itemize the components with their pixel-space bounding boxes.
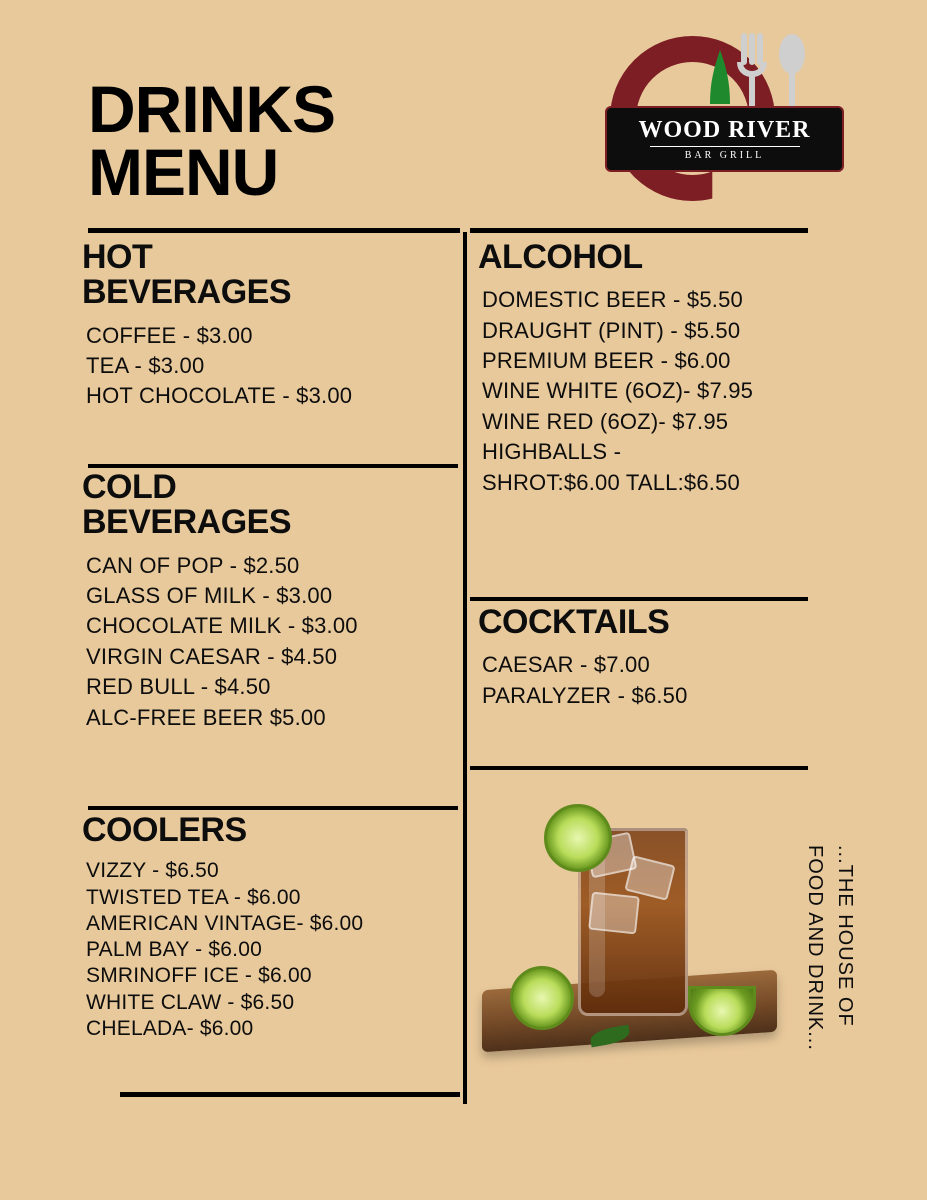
divider-vertical: [463, 232, 467, 1104]
logo-nameplate: [605, 106, 844, 172]
menu-item: TEA - $3.00: [86, 353, 205, 379]
section-heading: [478, 240, 848, 275]
menu-item: VIRGIN CAESAR - $4.50: [86, 643, 338, 669]
menu-item: WINE WHITE (6OZ)- $7.95: [482, 378, 754, 404]
section-heading-line-2: BEVERAGES: [82, 503, 291, 542]
menu-item: SHROT:$6.00 TALL:$6.50: [482, 469, 740, 495]
section-heading-line-1: HOT: [82, 238, 153, 276]
menu-item: CAN OF POP - $2.50: [86, 552, 300, 578]
divider-left-bottom: [120, 1092, 460, 1097]
menu-item: GLASS OF MILK - $3.00: [86, 583, 333, 609]
menu-item: HOT CHOCOLATE - $3.00: [86, 383, 353, 409]
section-hot-beverages: [82, 240, 457, 412]
menu-item: HIGHBALLS -: [482, 439, 622, 465]
menu-item: AMERICAN VINTAGE- $6.00: [86, 911, 364, 935]
page-title: [88, 72, 508, 209]
divider-cold-coolers: [88, 806, 458, 810]
tagline-line-2: FOOD AND DRINK...: [804, 845, 826, 1051]
menu-item: PARALYZER - $6.50: [482, 682, 688, 708]
menu-item: ALC-FREE BEER $5.00: [86, 704, 326, 730]
ice-cube-icon: [588, 892, 640, 935]
section-cold-beverages: [82, 470, 457, 733]
section-items: [482, 285, 848, 498]
section-heading-line-1: ALCOHOL: [478, 238, 643, 276]
section-items: [86, 858, 457, 1042]
menu-item: WINE RED (6OZ)- $7.95: [482, 408, 729, 434]
section-heading: [82, 240, 457, 311]
section-heading-line-1: COLD: [82, 468, 177, 506]
divider-left-top: [88, 228, 460, 233]
divider-right-top: [470, 228, 808, 233]
drink-photo: [470, 790, 790, 1080]
menu-item: VIZZY - $6.50: [86, 859, 219, 883]
section-coolers: [82, 813, 457, 1042]
section-items: [86, 321, 457, 412]
section-heading: [478, 605, 818, 640]
menu-item: CAESAR - $7.00: [482, 652, 650, 678]
menu-item: CHELADA- $6.00: [86, 1016, 254, 1040]
menu-item: PREMIUM BEER - $6.00: [482, 348, 731, 374]
section-alcohol: [478, 240, 848, 498]
menu-item: DRAUGHT (PINT) - $5.50: [482, 317, 741, 343]
divider-cocktails-bottom: [470, 766, 808, 770]
section-cocktails: [478, 605, 818, 711]
menu-item: DOMESTIC BEER - $5.50: [482, 287, 743, 313]
title-line-1: DRINKS: [88, 72, 336, 146]
menu-item: RED BULL - $4.50: [86, 674, 271, 700]
menu-item: PALM BAY - $6.00: [86, 938, 262, 962]
section-heading-line-2: BEVERAGES: [82, 273, 291, 312]
lime-slice-garnish-icon: [544, 804, 612, 872]
section-heading-line-1: COOLERS: [82, 811, 247, 849]
title-line-2: MENU: [88, 134, 279, 209]
tagline-line-1: ...THE HOUSE OF: [834, 845, 856, 1027]
section-heading: [82, 813, 457, 848]
section-heading-line-1: COCKTAILS: [478, 603, 670, 641]
menu-item: COFFEE - $3.00: [86, 322, 253, 348]
menu-item: WHITE CLAW - $6.50: [86, 990, 295, 1014]
tagline: [800, 845, 860, 1051]
menu-item: SMRINOFF ICE - $6.00: [86, 964, 312, 988]
section-items: [482, 650, 818, 711]
wood-river-logo: [590, 18, 850, 213]
utensils-icon: [700, 32, 820, 112]
menu-item: CHOCOLATE MILK - $3.00: [86, 613, 358, 639]
section-items: [86, 551, 457, 733]
divider-alcohol-cocktails: [470, 597, 808, 601]
menu-item: TWISTED TEA - $6.00: [86, 885, 301, 909]
section-heading: [82, 470, 457, 541]
lime-wedge-left-icon: [510, 966, 574, 1030]
logo-name-text: WOOD RIVER: [638, 116, 811, 143]
logo-sub-text: BAR GRILL: [650, 146, 800, 161]
